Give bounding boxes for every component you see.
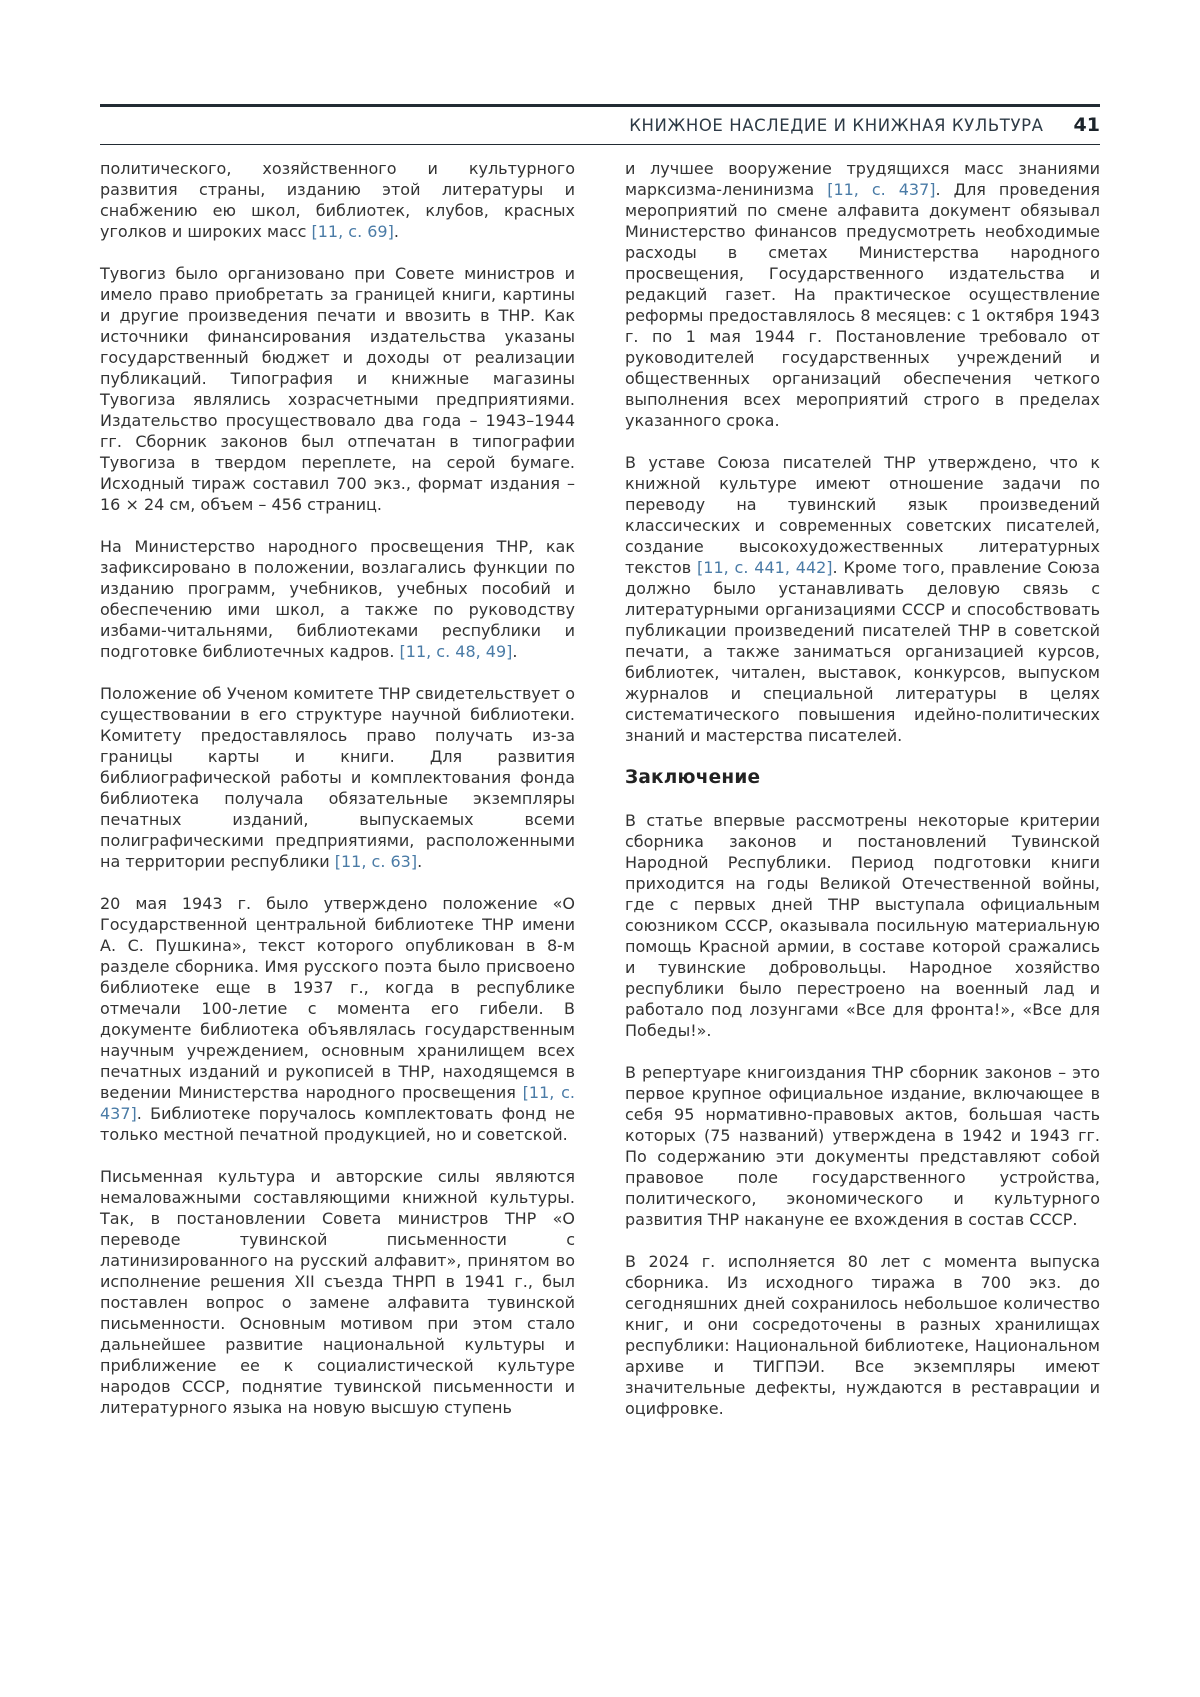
header-row [100,107,1100,144]
text-run: Положение об Ученом комитете ТНР свидетельствует о существовании в его структуре научной библиотеки. Комитету предоставлялось право получать из-за границы карты и книги. Для развития библиографической работы и комплектования фонда библиотека получала обязательные экземпляры печатных изданий, выпускаемых всеми полиграфическими предприятиями, расположенными на территории республики [100,684,575,871]
text-run: Тувогиз было организовано при Совете министров и имело право приобретать за границей книги, картины и другие произведения печати и ввозить в ТНР. Как источники финансирования издательства указаны государственный бюджет и доходы от реализации публикаций. Типография и книжные магазины Тувогиза являлись хозрасчетными предприятиями. Издательство просуществовало два года – 1943–1944 гг. Сборник законов был отпечатан в типографии Тувогиза в твердом переплете, на серой бумаге. Исходный тираж составил 700 экз., формат издания – 16 × 24 см, объем – 456 страниц. [100,264,575,514]
page-header [100,104,1100,145]
text-run: . Для проведения мероприятий по смене алфавита документ обязывал Министерство финансов предусмотреть необходимые расходы в сметах Министерства народного просвещения, Государственного издательства и редакций газет. На практическое осуществление реформы предоставлялось 8 месяцев: с 1 октября 1943 г. по 1 мая 1944 г. Постановление требовало от руководителей государственных учреждений и общественных организаций обеспечения четкого выполнения всех мероприятий строго в пределах указанного срока. [625,180,1100,430]
paragraph [625,810,1100,1041]
paragraph [625,1062,1100,1230]
text-run: Письменная культура и авторские силы являются немаловажными составляющими книжной культуры. Так, в постановлении Совета министров ТНР «О переводе тувинской письменности с латинизированного на русский алфавит», принятом во исполнение решения XII съезда ТНРП в 1941 г., был поставлен вопрос о замене алфавита тувинской письменности. Основным мотивом при этом стало дальнейшее развитие национальной культуры и приближение ее к социалистической культуре народов СССР, поднятие тувинской письменности и литературного языка на новую высшую ступень [100,1167,575,1417]
text-run: политического, хозяйственного и культурного развития страны, изданию этой литературы и снабжению ею школ, библиотек, клубов, красных уголков и широких масс [100,159,575,241]
paragraph [625,452,1100,746]
citation-link[interactable]: [11, с. 48, 49] [399,642,513,661]
citation-link[interactable]: [11, с. 441, 442] [697,558,833,577]
column-right [625,158,1100,1440]
text-run: и лучшее вооружение трудящихся масс знаниями марксизма-ленинизма [625,159,1100,199]
text-run: В статье впервые рассмотрены некоторые критерии сборника законов и постановлений Тувинской Народной Республики. Период подготовки книги приходится на годы Великой Отечественной войны, где с первых дней ТНР выступала официальным союзником СССР, оказывала посильную материальную помощь Красной армии, в составе которой сражались и тувинские добровольцы. Народное хозяйство республики было перестроено на военный лад и работало под лозунгами «Все для фронта!», «Все для Победы!». [625,811,1100,1040]
text-run: . [393,222,399,241]
paragraph [625,1251,1100,1419]
text-run: В репертуаре книгоиздания ТНР сборник законов – это первое крупное официальное издание, включающее в себя 95 нормативно-правовых актов, большая часть которых (75 названий) утверждена в 1942 и 1943 гг. По содержанию эти документы представляют собой правовое поле государственного устройства, политического, экономического и культурного развития ТНР накануне ее вхождения в состав СССР. [625,1063,1100,1229]
paragraph [100,683,575,872]
column-left [100,158,575,1440]
citation-link[interactable]: [11, с. 437] [100,1083,575,1123]
paragraph [100,893,575,1145]
paragraph [100,1166,575,1418]
header-rule-bottom [100,144,1100,145]
paragraph [625,158,1100,431]
paragraph [100,158,575,242]
text-run: . Библиотеке поручалось комплектовать фонд не только местной печатной продукцией, но и советской. [100,1104,575,1144]
text-run: На Министерство народного просвещения ТНР, как зафиксировано в положении, возлагались функции по изданию программ, учебников, учебных пособий и обеспечению ими школ, а также по руководству избами-читальнями, библиотеками республики и подготовке библиотечных кадров. [100,537,575,661]
text-run: . Кроме того, правление Союза должно было устанавливать деловую связь с литературными организациями СССР и способствовать публикации произведений писателей ТНР в советской печати, а также заниматься организацией курсов, библиотек, читален, выставок, конкурсов, выпуском журналов и специальной литературы в целях систематического повышения идейно-политических знаний и мастерства писателей. [625,558,1101,745]
text-run: В уставе Союза писателей ТНР утверждено, что к книжной культуре имеют отношение задачи по переводу на тувинский язык произведений классических и современных советских писателей, создание высокохудожественных литературных текстов [625,453,1100,577]
section-heading: Заключение [625,767,761,788]
article-body [100,158,1100,1440]
text-run: . [417,852,423,871]
citation-link[interactable]: [11, с. 63] [334,852,418,871]
page-number: 41 [1073,114,1100,136]
paragraph [100,263,575,515]
text-run: 20 мая 1943 г. было утверждено положение «О Государственной центральной библиотеке ТНР имени А. С. Пушкина», текст которого опубликован в 8-м разделе сборника. Имя русского поэта было присвоено библиотеке еще в 1937 г., когда в республике отмечали 100-летие с момента его гибели. В документе библиотека объявлялась государственным научным учреждением, основным хранилищем всех печатных изданий и рукописей в ТНР, находящемся в ведении Министерства народного просвещения [100,894,575,1102]
paragraph [100,536,575,662]
running-title: КНИЖНОЕ НАСЛЕДИЕ И КНИЖНАЯ КУЛЬТУРА [629,116,1044,135]
text-run: В 2024 г. исполняется 80 лет с момента выпуска сборника. Из исходного тиража в 700 экз. до сегодняшних дней сохранилось небольшое количество книг, и они сосредоточены в разных хранилищах республики: Национальной библиотеке, Национальном архиве и ТИГПЭИ. Все экземпляры имеют значительные дефекты, нуждаются в реставрации и оцифровке. [625,1252,1100,1418]
citation-link[interactable]: [11, с. 437] [827,180,936,199]
text-run: . [512,642,518,661]
citation-link[interactable]: [11, с. 69] [311,222,394,241]
